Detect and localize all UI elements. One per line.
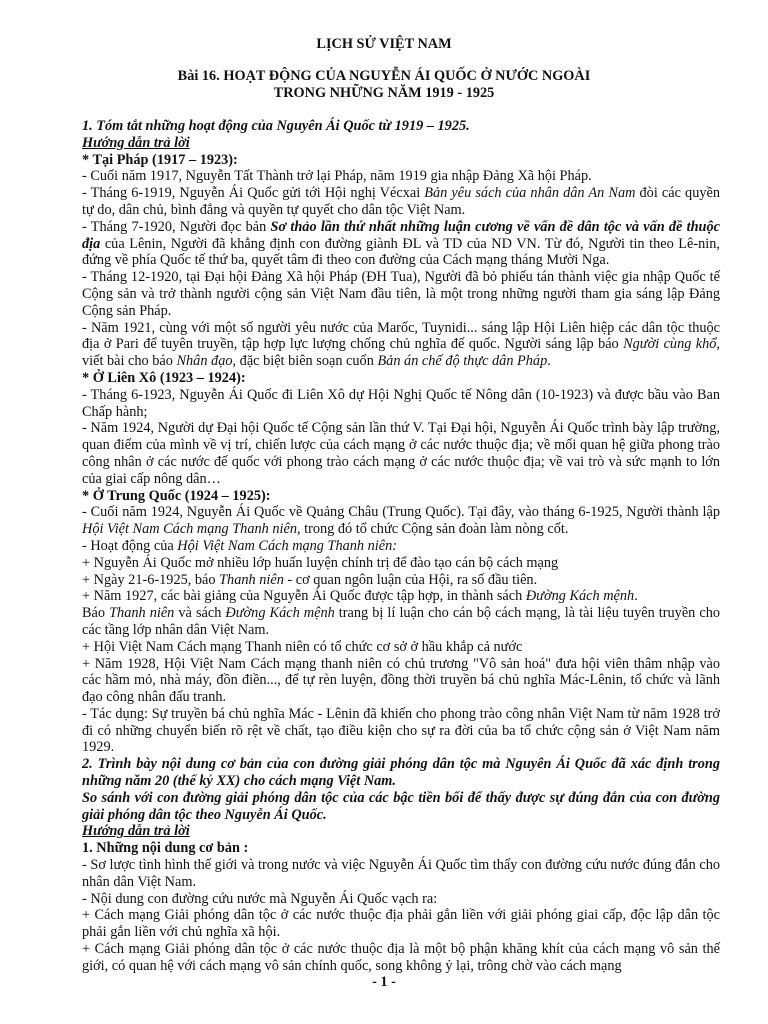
trungquoc-paragraph-5: + Năm 1927, các bài giảng của Nguyễn Ái Quốc được tập hợp, in thành sách Đường Kách mệnh. [82,588,638,605]
phap-paragraph-4: - Tháng 12-1920, tại Đại hội Đảng Xã hội Pháp (ĐH Tua), Người đã bỏ phiếu tán thành việc gia nhập Quốc tế Cộng sản và trở thành người cộng sản Việt Nam đầu tiên, là một trong những người tham gia sáng lập Đảng Cộng sản Pháp. [82,269,720,319]
lienxo-paragraph-1: - Tháng 6-1923, Nguyễn Ái Quốc đi Liên Xô dự Hội Nghị Quốc tế Nông dân (10-1923) và được bầu vào Ban Chấp hành; [82,386,720,420]
q2-paragraph-4: + Cách mạng Giải phóng dân tộc ở các nước thuộc địa là một bộ phận khăng khít của cách mạng vô sản thế giới, có quan hệ với cách mạng vô sản chính quốc, song không ỷ lại, trông chờ vào cách mạng [82,941,720,974]
trungquoc-paragraph-2: - Hoạt động của Hội Việt Nam Cách mạng Thanh niên: [82,537,398,554]
phap-paragraph-1: - Cuối năm 1917, Nguyễn Tất Thành trở lại Pháp, năm 1919 gia nhập Đảng Xã hội Pháp. [82,168,592,185]
phap-paragraph-2: - Tháng 6-1919, Nguyễn Ái Quốc gửi tới Hội nghị Vécxai Bản yêu sách của nhân dân An Nam đòi các quyền tự do, dân chủ, bình đẳng và quyền tự quyết cho dân tộc Việt Nam. [82,185,720,218]
phap-paragraph-3: - Tháng 7-1920, Người đọc bản Sơ thảo lần thứ nhất những luận cương về vấn đề dân tộc và vấn đề thuộc địa của Lênin, Người đã khẳng định con đường giành ĐL và TD của ND VN. Từ đó, Người tin theo Lê-nin, đứng về phía Quốc tế thứ ba, quyết tâm đi theo con đường của Cách mạng tháng Mười Nga. [82,218,720,269]
question-2-compare: So sánh với con đường giải phóng dân tộc của các bậc tiền bối để thấy được sự đúng đắn của con đường giải phóng dân tộc theo Nguyễn Ái Quốc. [82,789,720,823]
phap-paragraph-5: - Năm 1921, cùng với một số người yêu nước của Marốc, Tuynidi... sáng lập Hội Liên hiệp các dân tộc thuộc địa ở Pari để tuyên truyền, tập hợp lực lượng chống chủ nghĩa đế quốc. Người sáng lập báo Người cùng khổ, viết bài cho báo Nhân đạo, đặc biệt biên soạn cuốn Bản án chế độ thực dân Pháp. [82,319,720,370]
q2-paragraph-2: - Nội dung con đường cứu nước mà Nguyễn Ái Quốc vạch ra: [82,890,438,907]
q2-guide-heading: Hướng dẫn trả lời [82,823,190,840]
question-1-title: 1. Tóm tắt những hoạt động của Nguyên Ái Quốc từ 1919 – 1925. [82,118,470,134]
subject-title: LỊCH SỬ VIỆT NAM [316,36,452,52]
page-number: - 1 - [372,974,396,990]
trungquoc-paragraph-7: + Hội Việt Nam Cách mạng Thanh niên có tổ chức cơ sở ở hầu khắp cả nước [82,638,523,655]
lesson-title-line1: Bài 16. HOẠT ĐỘNG CỦA NGUYỄN ÁI QUỐC Ở NƯỚC NGOÀI [177,68,591,84]
q1-guide-heading: Hướng dẫn trả lời [82,134,190,151]
document-body [82,118,720,975]
q2-paragraph-3: + Cách mạng Giải phóng dân tộc ở các nước thuộc địa phải gắn liền với giải phóng giai cấp, độc lập dân tộc phải gắn liền với chủ nghĩa xã hội. [82,907,720,941]
trungquoc-paragraph-1: - Cuối năm 1924, Nguyễn Ái Quốc về Quảng Châu (Trung Quốc). Tại đây, vào tháng 6-1925, Người thành lập Hội Việt Nam Cách mạng Thanh niên, trong đó tổ chức Cộng sản đoàn làm nòng cốt. [82,504,720,538]
q2-content-heading: 1. Những nội dung cơ bản : [82,840,249,857]
trungquoc-paragraph-4: + Ngày 21-6-1925, báo Thanh niên - cơ quan ngôn luận của Hội, ra số đầu tiên. [82,571,538,588]
section-trungquoc-heading: * Ở Trung Quốc (1924 – 1925): [82,487,271,504]
trungquoc-paragraph-9: - Tác dụng: Sự truyền bá chủ nghĩa Mác - Lênin đã khiến cho phong trào công nhân Việt Nam từ năm 1928 trở đi có những chuyển biến rõ rệt về chất, tạo điều kiện cho sự ra đời của ba tổ chức cộng sản ở Việt Nam năm 1929. [82,705,720,756]
section-phap-heading: * Tại Pháp (1917 – 1923): [82,151,238,168]
trungquoc-paragraph-3: + Nguyễn Ái Quốc mở nhiều lớp huấn luyện chính trị để đào tạo cán bộ cách mạng [82,554,559,571]
section-lienxo-heading: * Ở Liên Xô (1923 – 1924): [82,369,246,386]
q2-paragraph-1: - Sơ lược tình hình thế giới và trong nước và việc Nguyễn Ái Quốc tìm thấy con đường cứu nước đúng đắn cho nhân dân Việt Nam. [82,857,720,890]
lienxo-paragraph-2: - Năm 1924, Người dự Đại hội Quốc tế Cộng sản lần thứ V. Tại Đại hội, Nguyễn Ái Quốc trình bày lập trường, quan điểm của mình về vị trí, chiến lược của cách mạng ở các nước thuộc địa; về mối quan hệ giữa phong trào công nhân ở các nước đế quốc với phong trào cách mạng ở các nước thuộc địa; về vai trò và sức mạnh to lớn của giai cấp nông dân… [82,420,720,487]
lesson-title-line2: TRONG NHỮNG NĂM 1919 - 1925 [273,85,495,101]
question-2-title: 2. Trình bày nội dung cơ bản của con đường giải phóng dân tộc mà Nguyên Ái Quốc đã xác định trong những năm 20 (thế kỷ XX) cho cách mạng Việt Nam. [82,756,720,790]
trungquoc-paragraph-8: + Năm 1928, Hội Việt Nam Cách mạng thanh niên có chủ trương "Vô sản hoá" đưa hội viên thâm nhập vào các hầm mỏ, nhà máy, đồn điền..., để tự rèn luyện, đồng thời truyền bá chủ nghĩa Mác-Lênin, tổ chức và lãnh đạo công nhân đấu tranh. [82,655,720,706]
trungquoc-paragraph-6: Báo Thanh niên và sách Đường Kách mệnh trang bị lí luận cho cán bộ cách mạng, là tài liệu tuyên truyền cho các tầng lớp nhân dân Việt Nam. [82,605,721,638]
